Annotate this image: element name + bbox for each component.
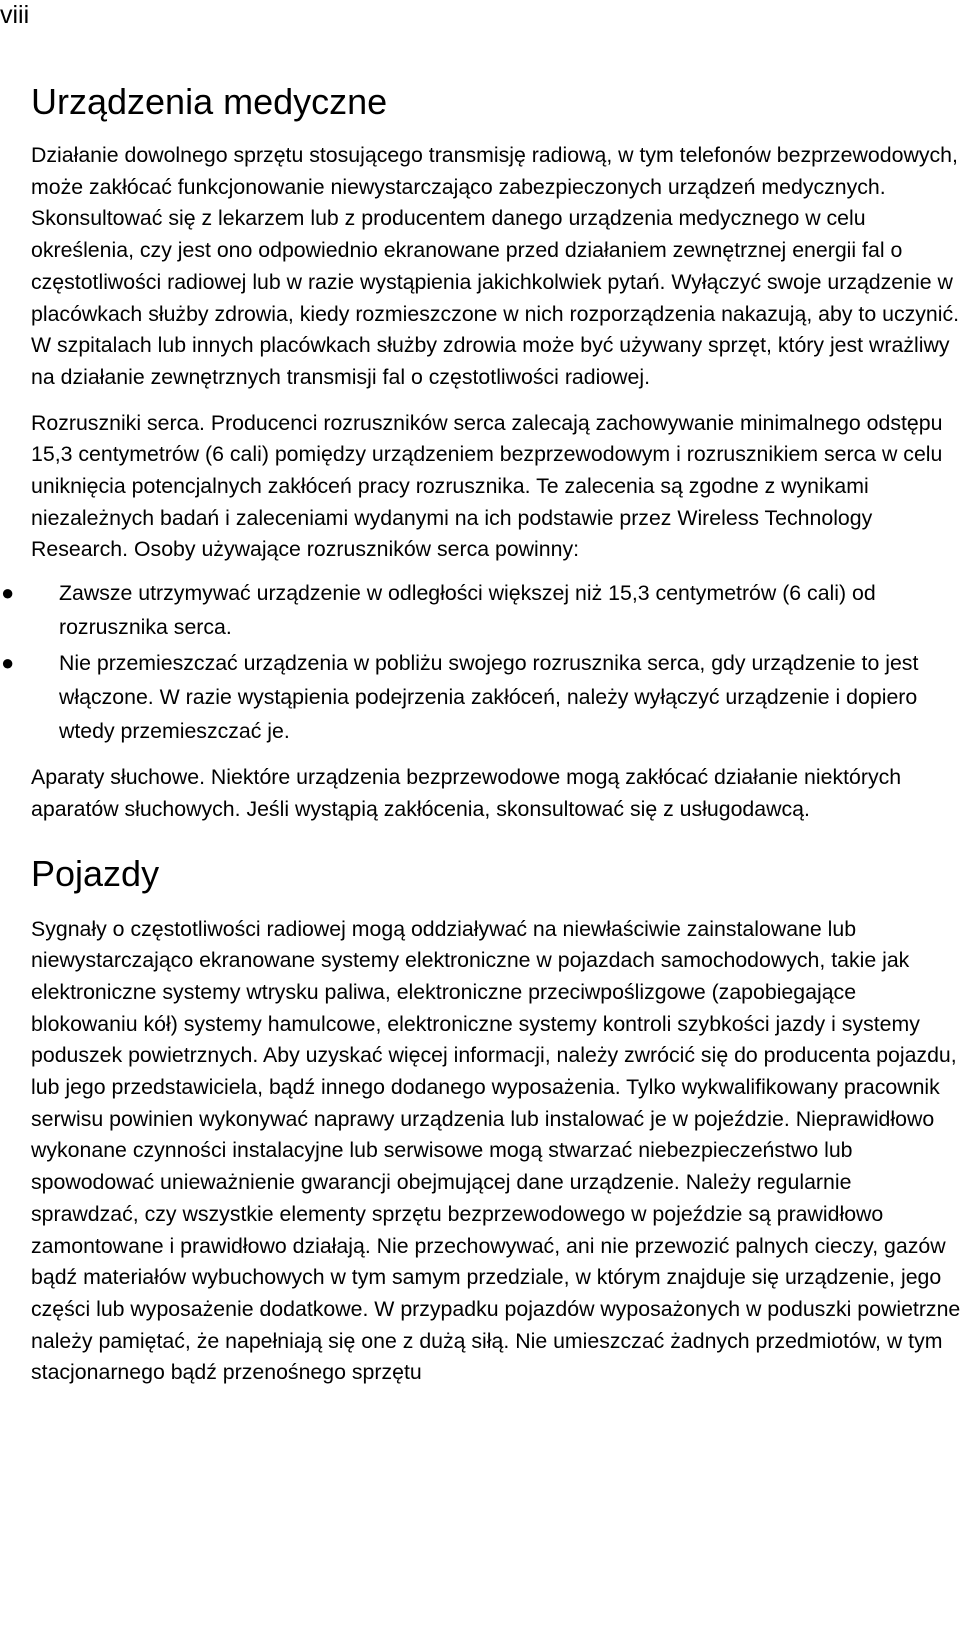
- section-heading-medical-devices: Urządzenia medyczne: [31, 81, 388, 122]
- page-number: viii: [0, 1, 30, 29]
- section-vehicles: [31, 854, 960, 1390]
- list-item-text: Nie przemieszczać urządzenia w pobliżu swojego rozrusznika serca, gdy urządzenie to jest włączone. W razie wystąpienia podejrzenia zakłóceń, należy wyłączyć urządzenie i dopiero wtedy przemieszczać je.: [59, 651, 919, 744]
- pacemaker-guidelines-list: [1, 576, 960, 748]
- bullet-icon: ●: [1, 580, 15, 606]
- section-medical-devices: [1, 81, 960, 826]
- paragraph-medical-intro: Działanie dowolnego sprzętu stosującego transmisję radiową, w tym telefonów bezprzewodowych, może zakłócać funkcjonowanie niewystarczająco zabezpieczonych urządzeń medycznych. Skonsultować się z lekarzem lub z producentem danego urządzenia medycznego w celu określenia, czy jest ono odpowiednio ekranowane przed działaniem zewnętrznej energii fal o częstotliwości radiowej lub w razie wystąpienia jakichkolwiek pytań. Wyłączyć swoje urządzenie w placówkach służby zdrowia, kiedy rozmieszczone w nich rozporządzenia nakazują, aby to uczynić. W szpitalach lub innych placówkach służby zdrowia może być używany sprzęt, który jest wrażliwy na działanie zewnętrznych transmisji fal o częstotliwości radiowej.: [31, 143, 960, 389]
- list-item: [1, 646, 960, 748]
- paragraph-hearing-aids: Aparaty słuchowe. Niektóre urządzenia bezprzewodowe mogą zakłócać działanie niektórych aparatów słuchowych. Jeśli wystąpią zakłócenia, skonsultować się z usługodawcą.: [31, 765, 902, 821]
- section-heading-vehicles: Pojazdy: [31, 852, 160, 894]
- list-item-text: Zawsze utrzymywać urządzenie w odległości większej niż 15,3 centymetrów (6 cali) od rozrusznika serca.: [59, 581, 876, 640]
- paragraph-pacemakers: Rozruszniki serca. Producenci rozruszników serca zalecają zachowywanie minimalnego odstępu 15,3 centymetrów (6 cali) pomiędzy urządzeniem bezprzewodowym i rozrusznikiem serca w celu uniknięcia potencjalnych zakłóceń pracy rozrusznika. Te zalecenia są zgodne z wynikami niezależnych badań i zaleceniami wydanymi na ich podstawie przez Wireless Technology Research. Osoby używające rozruszników serca powinny:: [31, 410, 943, 562]
- list-item: [1, 576, 960, 644]
- page-content: [1, 81, 960, 1403]
- bullet-icon: ●: [1, 650, 15, 676]
- paragraph-vehicles: Sygnały o częstotliwości radiowej mogą oddziaływać na niewłaściwie zainstalowane lub niewystarczająco ekranowane systemy elektroniczne w pojazdach samochodowych, takie jak elektroniczne systemy wtrysku paliwa, elektroniczne przeciwpoślizgowe (zapobiegające blokowaniu kół) systemy hamulcowe, elektroniczne systemy kontroli szybkości jazdy i systemy poduszek powietrznych. Aby uzyskać więcej informacji, należy zwrócić się do producenta pojazdu, lub jego przedstawiciela, bądź innego dodanego wyposażenia. Tylko wykwalifikowany pracownik serwisu powinien wykonywać naprawy urządzenia lub instalować je w pojeździe. Nieprawidłowo wykonane czynności instalacyjne lub serwisowe mogą stwarzać niebezpieczeństwo lub spowodować unieważnienie gwarancji obejmującej dane urządzenie. Należy regularnie sprawdzać, czy wszystkie elementy sprzętu bezprzewodowego w pojeździe są prawidłowo zamontowane i prawidłowo działają. Nie przechowywać, ani nie przewozić palnych cieczy, gazów bądź materiałów wybuchowych w tym samym przedziale, w którym znajduje się urządzenie, jego części lub wyposażenie dodatkowe. W przypadku pojazdów wyposażonych w poduszki powietrzne należy pamiętać, że napełniają się one z dużą siłą. Nie umieszczać żadnych przedmiotów, w tym stacjonarnego bądź przenośnego sprzętu: [31, 916, 960, 1385]
